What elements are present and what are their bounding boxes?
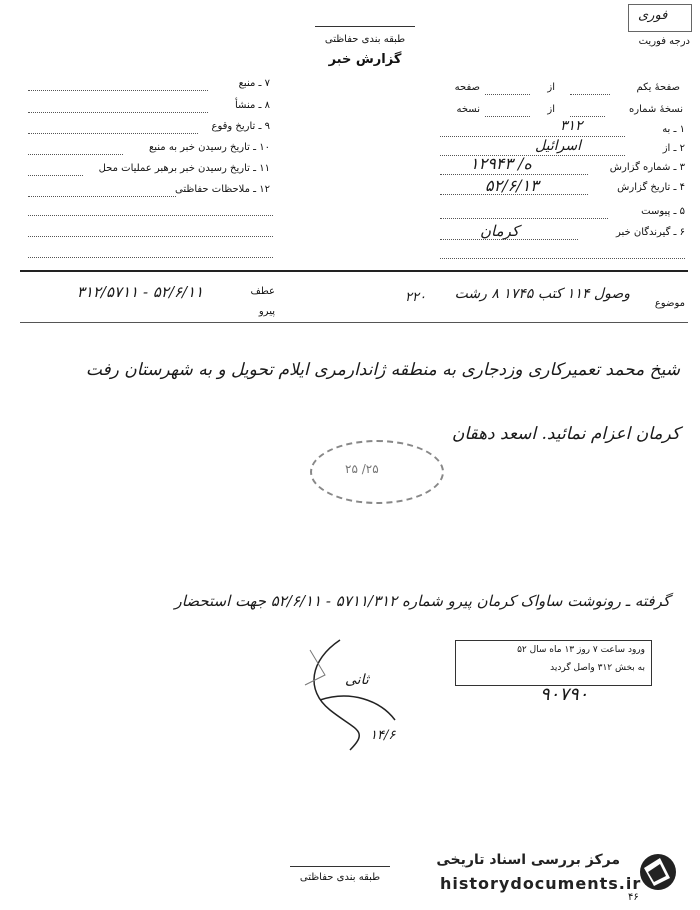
follow-label: پیرو (258, 306, 275, 317)
page-of-label: از (547, 82, 555, 93)
subject-text: وصول ۱۱۴ کتب ۱۷۴۵ ۸ رشت (454, 286, 630, 302)
priority-label: درجه فوریت (638, 36, 690, 47)
page-dots (570, 94, 610, 95)
classification-bottom: طبقه بندی حفاظتی (299, 872, 381, 883)
number-220: ۲۲۰ (405, 290, 426, 305)
field-12-dots (28, 196, 176, 197)
oval-stamp-text: ۲۵ /۲۵ (345, 462, 379, 476)
field-6-value: کرمان (480, 222, 520, 240)
field-10-dots (28, 154, 123, 155)
copy-label: نسخهٔ شماره (629, 104, 683, 115)
copy-word: نسخه (456, 104, 480, 115)
field-12-label: ۱۲ ـ ملاحظات حفاظتی (175, 184, 270, 195)
field-4-label: ۴ ـ تاریخ گزارش (617, 182, 685, 193)
field-1-dots (440, 136, 625, 137)
field-2-dots (440, 155, 625, 156)
field-3-value: ۱۲۹۴۳ /ه (470, 154, 532, 173)
copy-of-dots (485, 116, 530, 117)
subject-underline (20, 322, 688, 323)
archive-center-name: مرکز بررسی اسناد تاریخی (436, 852, 620, 868)
ref-value: ۵۲/۶/۱۱ - ۳۱۲/۵۷۱۱ (76, 283, 204, 301)
page-number: ۴۶ (628, 892, 639, 903)
signature-name: ثانی (345, 672, 369, 688)
field-5-label: ۵ ـ پیوست (641, 206, 685, 217)
copy-of-label: از (547, 104, 555, 115)
section-divider (20, 270, 688, 272)
field-6-label: ۶ ـ گیرندگان خبر (615, 227, 685, 238)
copy-dots (570, 116, 605, 117)
field-1-value: ۳۱۲ (560, 118, 583, 134)
field-10-label: ۱۰ ـ تاریخ رسیدن خبر به منبع (148, 142, 270, 153)
field-2-value: اسرائیل (535, 138, 581, 154)
field-8-label: ۸ ـ منشأ (234, 100, 270, 111)
field-7-dots (28, 90, 208, 91)
subject-label: موضوع (654, 298, 685, 309)
receipt-number: ۹۰۷۹۰ (540, 684, 589, 705)
field-11-label: ۱۱ ـ تاریخ رسیدن خبر برهبر عملیات محل (98, 163, 270, 174)
field-9-label: ۹ ـ تاریخ وقوع (211, 121, 270, 132)
field-6-dots-2 (440, 258, 685, 259)
field-9-dots (28, 133, 198, 134)
field-5-dots (440, 218, 608, 219)
priority-stamp-text: فوری (638, 8, 668, 23)
field-4-value: ۵۲/۶/۱۳ (485, 176, 539, 195)
blank-dots-3 (28, 257, 273, 258)
field-3-label: ۳ ـ شماره گزارش (609, 162, 685, 173)
field-2-label: ۲ ـ از (662, 143, 685, 154)
receipt-line-2: به بخش ۳۱۲ واصل گردید (550, 663, 645, 673)
field-1-label: ۱ ـ به (662, 124, 685, 135)
field-7-label: ۷ ـ منبع (238, 78, 270, 89)
field-3-dots (440, 174, 588, 175)
form-title: گزارش خبر (328, 52, 402, 67)
ref-label: عطف (250, 286, 275, 297)
page-of-dots (485, 94, 530, 95)
page-word: صفحه (454, 82, 480, 93)
blank-dots-2 (28, 236, 273, 237)
blank-dots-1 (28, 215, 273, 216)
receipt-line-1: ورود ساعت ۷ روز ۱۳ ماه سال ۵۲ (517, 645, 645, 655)
body-line-1: شیخ محمد تعمیرکاری وزدجاری به منطقه ژاندارمری ایلام تحویل و به شهرستان رفت (85, 360, 680, 380)
signature-date: ۱۴/۶ (370, 728, 396, 743)
body-note: گرفته ـ رونوشت ساواک کرمان پیرو شماره ۵۷۱۱/۳۱۲ - ۵۲/۶/۱۱ جهت استحضار (174, 592, 670, 610)
field-11-dots (28, 175, 83, 176)
body-line-2: کرمان اعزام نمائید. اسعد دهقان (451, 424, 680, 444)
title-rule (315, 26, 415, 27)
field-8-dots (28, 112, 208, 113)
footer-rule (290, 866, 390, 867)
archive-website: historydocuments.ir (440, 874, 642, 893)
classification-top: طبقه بندی حفاظتی (324, 34, 406, 45)
page-label: صفحهٔ یکم (636, 82, 680, 93)
